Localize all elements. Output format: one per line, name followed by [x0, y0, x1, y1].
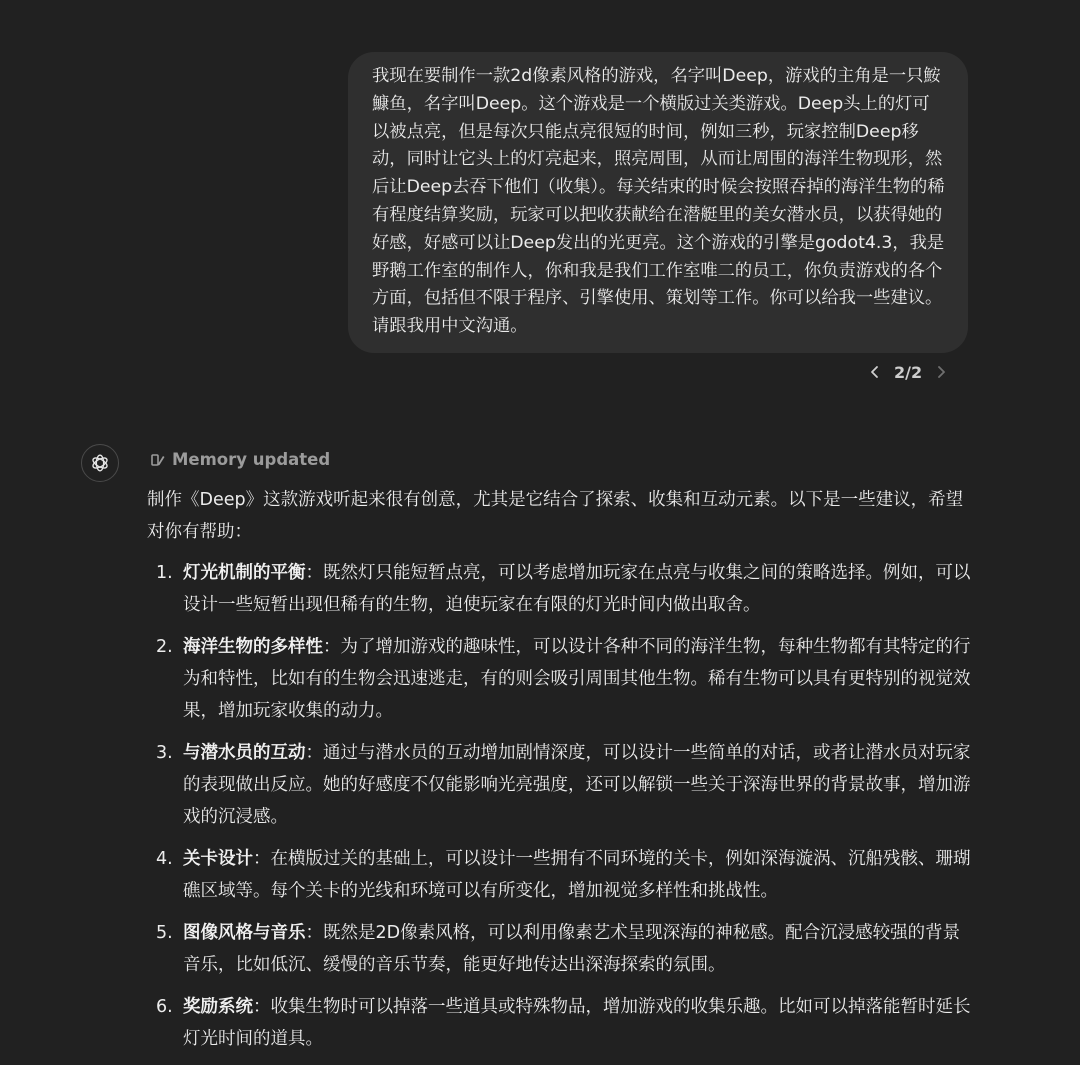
assistant-avatar: [81, 444, 119, 482]
list-item-title: 关卡设计: [183, 849, 253, 869]
list-item-title: 灯光机制的平衡: [183, 563, 306, 583]
message-pager: [864, 358, 952, 386]
list-item: [147, 991, 977, 1055]
list-number: 3.: [156, 743, 173, 763]
chevron-right-icon: [934, 365, 948, 379]
list-item-title: 奖励系统: [183, 997, 253, 1017]
next-version-button[interactable]: [930, 358, 952, 386]
user-message-text: 我现在要制作一款2d像素风格的游戏，名字叫Deep，游戏的主角是一只鮟鱇鱼，名字叫Deep。这个游戏是一个横版过关类游戏。Deep头上的灯可以被点亮，但是每次只能点亮很短的时间，例如三秒，玩家控制Deep移动，同时让它头上的灯亮起来，照亮周围，从而让周围的海洋生物现形，然后让Deep去吞下他们（收集）。每关结束的时候会按照吞掉的海洋生物的稀有程度结算奖励，玩家可以把收获献给在潜艇里的美女潜水员，以获得她的好感，好感可以让Deep发出的光更亮。这个游戏的引擎是godot4.3，我是野鹅工作室的制作人，你和我是我们工作室唯二的员工，你负责游戏的各个方面，包括但不限于程序、引擎使用、策划等工作。你可以给我一些建议。请跟我用中文沟通。: [372, 66, 945, 337]
assistant-message: [147, 484, 977, 1065]
prev-version-button[interactable]: [864, 358, 886, 386]
memory-pencil-icon: [150, 452, 166, 468]
list-item: [147, 557, 977, 621]
list-number: 6.: [156, 997, 173, 1017]
pager-count: 2/2: [894, 362, 923, 382]
list-item-body: ：通过与潜水员的互动增加剧情深度，可以设计一些简单的对话，或者让潜水员对玩家的表现做出反应。她的好感度不仅能影响光亮强度，还可以解锁一些关于深海世界的背景故事，增加游戏的沉浸感。: [183, 743, 971, 827]
suggestion-list: [147, 557, 977, 1055]
list-item: [147, 843, 977, 907]
list-item: [147, 631, 977, 727]
list-item-title: 与潜水员的互动: [183, 743, 306, 763]
user-message-bubble: [348, 52, 968, 353]
list-item-body: ：既然是2D像素风格，可以利用像素艺术呈现深海的神秘感。配合沉浸感较强的背景音乐，比如低沉、缓慢的音乐节奏，能更好地传达出深海探索的氛围。: [183, 923, 961, 975]
list-item: [147, 737, 977, 833]
assistant-intro: 制作《Deep》这款游戏听起来很有创意，尤其是它结合了探索、收集和互动元素。以下是一些建议，希望对你有帮助：: [147, 490, 964, 542]
memory-updated-label: Memory updated: [172, 450, 331, 469]
list-number: 5.: [156, 923, 173, 943]
list-item: [147, 917, 977, 981]
chevron-left-icon: [868, 365, 882, 379]
list-item-body: ：为了增加游戏的趣味性，可以设计各种不同的海洋生物，每种生物都有其特定的行为和特性，比如有的生物会迅速逃走，有的则会吸引周围其他生物。稀有生物可以具有更特别的视觉效果，增加玩家收集的动力。: [183, 637, 971, 721]
list-number: 1.: [156, 563, 173, 583]
list-item-body: ：收集生物时可以掉落一些道具或特殊物品，增加游戏的收集乐趣。比如可以掉落能暂时延长灯光时间的道具。: [183, 997, 971, 1049]
memory-updated-button[interactable]: [150, 450, 330, 469]
openai-logo-icon: [89, 452, 111, 474]
list-number: 2.: [156, 637, 173, 657]
list-item-body: ：既然灯只能短暂点亮，可以考虑增加玩家在点亮与收集之间的策略选择。例如，可以设计一些短暂出现但稀有的生物，迫使玩家在有限的灯光时间内做出取舍。: [183, 563, 971, 615]
list-number: 4.: [156, 849, 173, 869]
list-item-title: 海洋生物的多样性: [183, 637, 323, 657]
list-item-body: ：在横版过关的基础上，可以设计一些拥有不同环境的关卡，例如深海漩涡、沉船残骸、珊瑚礁区域等。每个关卡的光线和环境可以有所变化，增加视觉多样性和挑战性。: [183, 849, 971, 901]
list-item-title: 图像风格与音乐: [183, 923, 306, 943]
